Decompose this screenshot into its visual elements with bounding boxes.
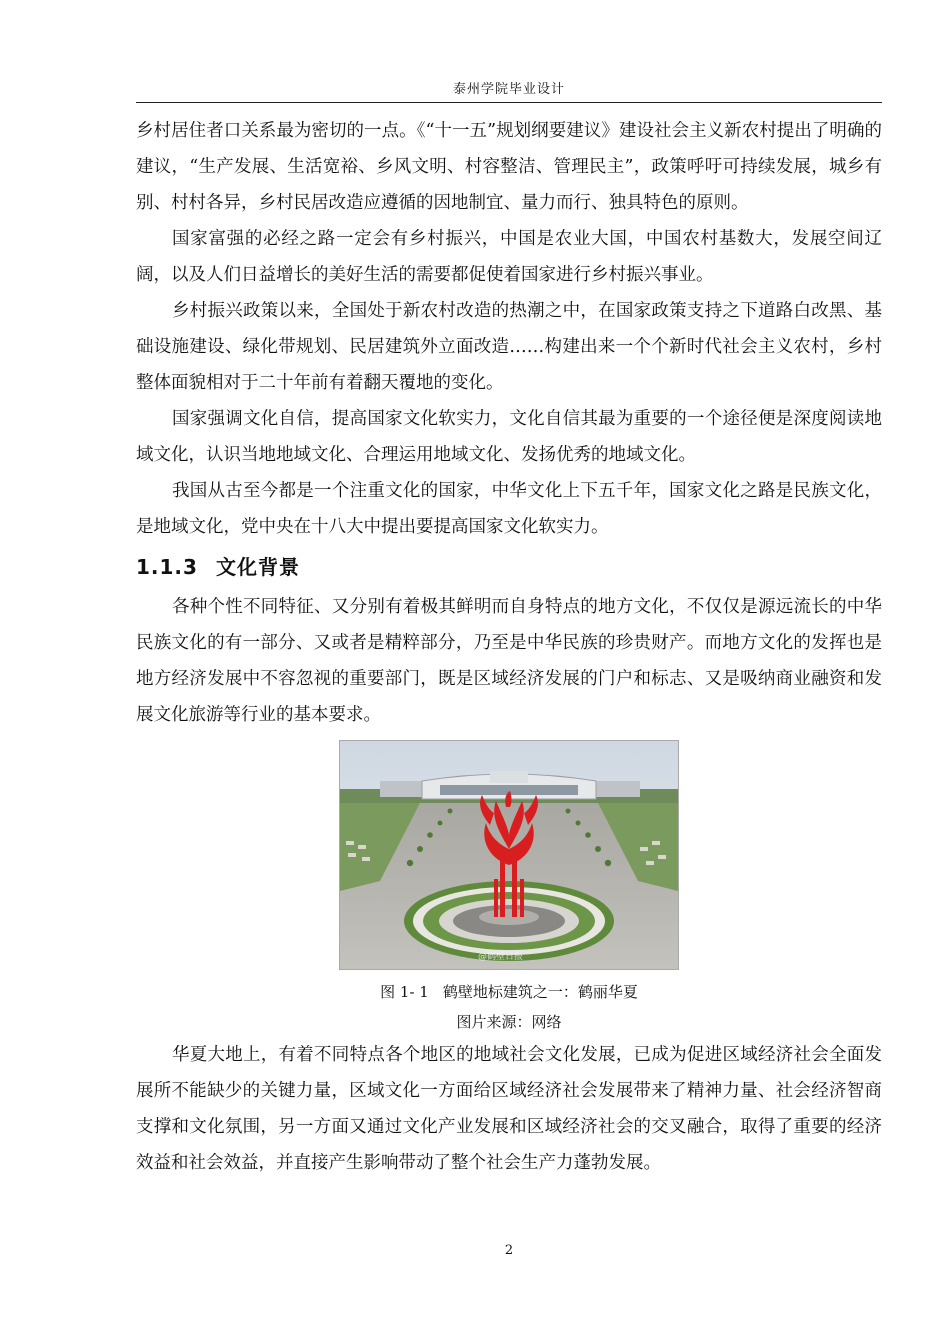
section-heading <box>136 545 882 589</box>
circular-garden <box>404 881 614 961</box>
header-rule <box>136 102 882 103</box>
photo-watermark: @鹤壁日报 <box>478 952 524 962</box>
paragraph: 各种个性不同特征、又分别有着极其鲜明而自身特点的地方文化，不仅仅是源远流长的中华民族文化的有一部分、又或者是精粹部分，乃至是中华民族的珍贵财产。而地方文化的发挥也是地方经济发展中不容忽视的重要部门，既是区域经济发展的门户和标志、又是吸纳商业融资和发展文化旅游等行业的基本要求。 <box>136 597 882 725</box>
figure-caption <box>136 977 882 1007</box>
section-title: 文化背景 <box>215 555 300 579</box>
page-number: 2 <box>504 1243 514 1258</box>
figure-number: 图 1- 1 <box>380 983 429 1001</box>
page-content <box>136 113 882 1181</box>
paragraph: 国家富强的必经之路一定会有乡村振兴，中国是农业大国，中国农村基数大，发展空间辽阔，以及人们日益增长的美好生活的需要都促使着国家进行乡村振兴事业。 <box>136 229 882 285</box>
landmark-photo <box>339 740 679 970</box>
paragraph: 我国从古至今都是一个注重文化的国家，中华文化上下五千年，国家文化之路是民族文化，是地域文化，党中央在十八大中提出要提高国家文化软实力。 <box>136 481 882 537</box>
page-header: 泰州学院毕业设计 <box>452 82 565 97</box>
paragraph: 国家强调文化自信，提高国家文化软实力，文化自信其最为重要的一个途径便是深度阅读地域文化，认识当地地域文化、合理运用地域文化、发扬优秀的地域文化。 <box>136 409 882 465</box>
paragraph: 乡村振兴政策以来，全国处于新农村改造的热潮之中，在国家政策支持之下道路白改黑、基础设施建设、绿化带规划、民居建筑外立面改造……构建出来一个个新时代社会主义农村，乡村整体面貌相对于二十年前有着翻天覆地的变化。 <box>136 301 882 393</box>
paragraph: 华夏大地上，有着不同特点各个地区的地域社会文化发展，已成为促进区域经济社会全面发展所不能缺少的关键力量，区域文化一方面给区域经济社会发展带来了精神力量、社会经济智商支撑和文化氛围，另一方面又通过文化产业发展和区域经济社会的交叉融合，取得了重要的经济效益和社会效益，并直接产生影响带动了整个社会生产力蓬勃发展。 <box>136 1045 882 1173</box>
figure <box>136 733 882 977</box>
landmark-illustration <box>340 741 678 969</box>
section-number: 1.1.3 <box>136 555 198 579</box>
paragraph: 乡村居住者口关系最为密切的一点。《“十一五”规划纲要建议》建设社会主义新农村提出了明确的建议，“生产发展、生活宽裕、乡风文明、村容整洁、管理民主”，政策呼吁可持续发展，城乡有别、村村各异，乡村民居改造应遵循的因地制宜、量力而行、独具特色的原则。 <box>136 121 882 213</box>
figure-caption-text: 鹤壁地标建筑之一：鹤丽华夏 <box>442 983 638 1001</box>
figure-source: 图片来源：网络 <box>456 1013 562 1031</box>
